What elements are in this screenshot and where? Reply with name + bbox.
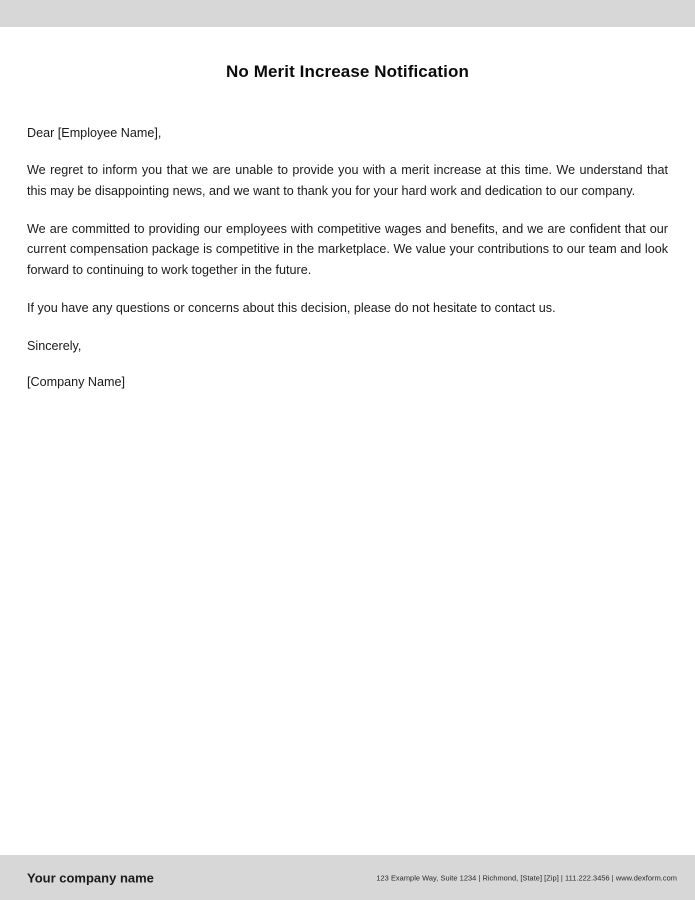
body-paragraph-2: We are committed to providing our employees with competitive wages and benefits, and we are confident that our current compensation package is competitive in the marketplace. We value your contributions to our team and look forward to continuing to work together in the future.: [27, 222, 668, 277]
page-title: No Merit Increase Notification: [226, 62, 469, 81]
letter-content: [27, 124, 668, 391]
footer-company-name: Your company name: [27, 870, 154, 885]
closing-line: Sincerely,: [27, 338, 82, 353]
footer-contact-line: 123 Example Way, Suite 1234 | Richmond, [State] [Zip] | 111.222.3456 | www.dexform.com: [376, 873, 677, 882]
document-body: [0, 27, 695, 855]
body-paragraph-3: If you have any questions or concerns about this decision, please do not hesitate to contact us.: [27, 301, 556, 316]
footer-band: [0, 855, 695, 900]
body-paragraph-1: We regret to inform you that we are unable to provide you with a merit increase at this time. We understand that this may be disappointing news, and we want to thank you for your hard work and dedication to our company.: [27, 163, 668, 198]
salutation: Dear [Employee Name],: [27, 126, 162, 140]
header-band: [0, 0, 695, 27]
signature-line: [Company Name]: [27, 374, 125, 389]
